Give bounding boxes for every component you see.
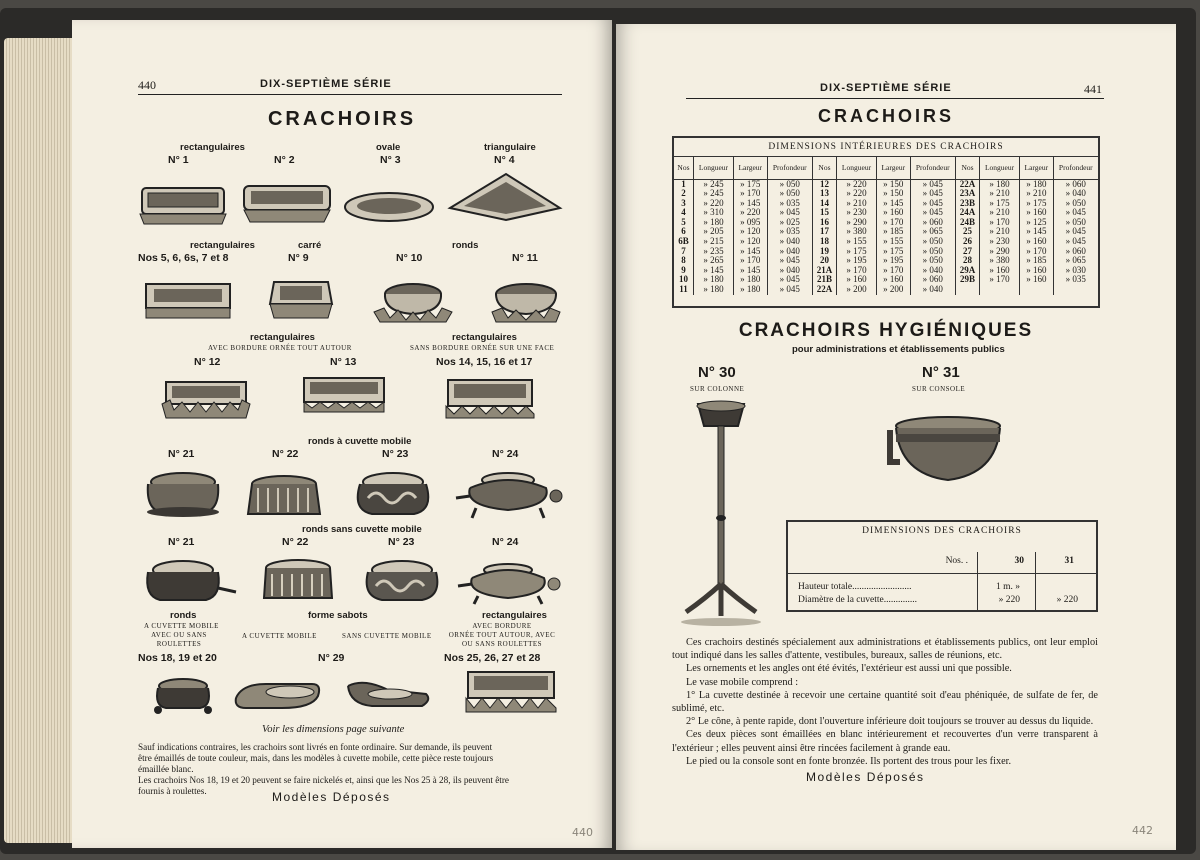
table-cell: » 065	[1053, 256, 1098, 266]
table-cell: » 160	[1020, 237, 1054, 247]
table-cell: » 160	[1020, 208, 1054, 218]
table-header-cell: Profondeur	[910, 157, 955, 179]
row2-label-round: ronds	[452, 240, 479, 251]
left-models-deposes: Modèles Déposés	[272, 790, 391, 804]
row6-num-25-28: Nos 25, 26, 27 et 28	[444, 652, 541, 664]
body-paragraph-7: Le pied ou la console sont en fonte bronzée. Ils portent des trous pour les fixer.	[686, 755, 1012, 767]
table-cell: » 245	[693, 189, 733, 199]
table-cell: 24B	[955, 218, 979, 228]
row6-sub-right-1: AVEC BORDURE	[472, 622, 532, 630]
table-cell: » 145	[733, 247, 767, 257]
table-cell: 6B	[678, 236, 689, 247]
row1-num-4: N° 4	[494, 154, 515, 166]
table-cell: » 045	[1053, 227, 1098, 237]
table-cell: » 220	[733, 208, 767, 218]
table-cell: 25	[955, 227, 979, 237]
spittoon-22a-image	[242, 472, 326, 522]
table-cell: » 160	[877, 208, 911, 218]
table-cell: » 060	[910, 275, 955, 285]
model-31-caption: SUR CONSOLE	[912, 385, 966, 393]
spittoon-13-image	[298, 374, 390, 418]
row1-label-oval: ovale	[376, 142, 401, 153]
table-cell: » 170	[877, 218, 911, 228]
table-cell: » 095	[733, 218, 767, 228]
table-cell	[1020, 285, 1054, 295]
row4-num-21: N° 21	[168, 448, 195, 460]
table-header-cell: Longueur	[693, 157, 733, 179]
table-cell: 8	[681, 255, 686, 266]
note-line-1: Sauf indications contraires, les crachoirs sont livrés en fonte ordinaire. Sur demande, ils peuvent	[138, 742, 493, 752]
table-header-cell: Profondeur	[1053, 157, 1098, 179]
left-page-number: 440	[138, 78, 156, 92]
row6-sub-left-3: ROULETTES	[156, 640, 202, 648]
table-cell: » 030	[1053, 266, 1098, 276]
note-line-3: émaillée blanc.	[138, 764, 194, 774]
spittoon-9-image	[266, 276, 336, 324]
table-header-cell: Longueur	[980, 157, 1020, 179]
note-line-4: Les crachoirs Nos 18, 19 et 20 peuvent se faire nickelés et, ainsi que les Nos 25 à 28, ils peuvent être	[138, 775, 509, 785]
table-cell: » 170	[733, 256, 767, 266]
table-cell: » 310	[693, 208, 733, 218]
table-cell: 5	[681, 216, 686, 227]
table-cell: 28	[955, 256, 979, 266]
table-header-cell: Profondeur	[767, 157, 812, 179]
table-cell: » 045	[910, 199, 955, 209]
table-cell: » 210	[1020, 189, 1054, 199]
table-cell: » 160	[1020, 275, 1054, 285]
table-cell: » 185	[877, 227, 911, 237]
row6-num-18-20: Nos 18, 19 et 20	[138, 652, 217, 664]
table-cell: » 120	[733, 237, 767, 247]
row4-label: ronds à cuvette mobile	[308, 436, 412, 447]
table-cell: 1	[681, 178, 686, 189]
table-cell: » 045	[1053, 237, 1098, 247]
table-cell: » 210	[980, 208, 1020, 218]
right-head-rule	[686, 98, 1104, 99]
table-cell: » 180	[980, 179, 1020, 189]
table-cell: 29A	[955, 266, 979, 276]
table-cell: » 060	[1053, 179, 1098, 189]
spittoon-10-image	[370, 278, 456, 328]
table-cell: » 180	[1020, 179, 1054, 189]
table-cell: » 290	[980, 247, 1020, 257]
table-cell: » 050	[1053, 218, 1098, 228]
table-cell: » 170	[836, 266, 876, 276]
table-cell: » 040	[910, 285, 955, 295]
table-cell: 19	[812, 247, 836, 257]
hygienic-title: CRACHOIRS HYGIÉNIQUES	[738, 320, 1034, 341]
table-cell: » 025	[767, 218, 812, 228]
row2-num-9: N° 9	[288, 252, 309, 264]
spittoon-11-image	[486, 278, 566, 328]
spittoon-3-image	[342, 190, 436, 226]
left-pencil-mark: 440	[572, 826, 593, 839]
table-cell: 3	[681, 197, 686, 208]
row6-sub-right-3: OU SANS ROULETTES	[461, 640, 543, 648]
table-cell: » 210	[980, 189, 1020, 199]
spittoon-21b-image	[138, 556, 238, 606]
left-page	[72, 20, 612, 848]
row5-label: ronds sans cuvette mobile	[302, 524, 422, 535]
table-cell: » 050	[767, 189, 812, 199]
table-cell: » 175	[733, 179, 767, 189]
table-cell: » 170	[980, 275, 1020, 285]
spittoon-14-image	[442, 376, 538, 422]
left-page-title: CRACHOIRS	[267, 108, 417, 130]
row6-sub-mid-2: SANS CUVETTE MOBILE	[342, 632, 432, 640]
table-cell: » 230	[980, 237, 1020, 247]
table-cell: 11	[679, 284, 688, 295]
spittoon-24b-image	[454, 560, 564, 606]
spittoon-12-image	[158, 378, 254, 424]
table-cell: » 265	[693, 256, 733, 266]
table-cell: 23B	[955, 199, 979, 209]
table-cell: » 170	[877, 266, 911, 276]
table-cell: 20	[812, 256, 836, 266]
table-cell: » 040	[1053, 189, 1098, 199]
spittoon-22b-image	[256, 556, 344, 604]
spittoon-5-image	[142, 278, 234, 324]
dim2-row-diameter-label: Diamètre de la cuvette..............	[798, 595, 917, 605]
row2-label-square: carré	[298, 240, 322, 251]
table-cell: » 215	[693, 237, 733, 247]
left-running-head: DIX-SEPTIÈME SÉRIE	[260, 78, 392, 90]
table-cell: » 175	[980, 199, 1020, 209]
dim2-divider-a	[977, 552, 978, 610]
table-cell: » 035	[1053, 275, 1098, 285]
table-cell: » 170	[1020, 247, 1054, 257]
table-cell: 16	[812, 218, 836, 228]
table-cell: » 050	[1053, 199, 1098, 209]
hygienic-subtitle: pour administrations et établissements publics	[792, 344, 1005, 355]
table-cell: » 045	[910, 189, 955, 199]
row1-num-2: N° 2	[274, 154, 295, 166]
table-cell: » 170	[980, 218, 1020, 228]
dimensions-30-31-table-box	[786, 520, 1098, 612]
table-cell: » 045	[767, 256, 812, 266]
table-cell	[1053, 285, 1098, 295]
table-cell: » 050	[910, 247, 955, 257]
table-cell: » 150	[877, 179, 911, 189]
table-cell: » 040	[767, 266, 812, 276]
row6-num-29: N° 29	[318, 652, 345, 664]
table-cell: 13	[812, 189, 836, 199]
right-pencil-mark: 442	[1132, 824, 1153, 837]
table-cell: 7	[681, 245, 686, 256]
table-cell: » 185	[1020, 256, 1054, 266]
book-fore-edge	[4, 38, 74, 843]
table-cell: 18	[812, 237, 836, 247]
row4-num-22: N° 22	[272, 448, 299, 460]
table-cell: » 175	[1020, 199, 1054, 209]
body-paragraph-3: Le vase mobile comprend :	[686, 676, 799, 688]
row1-num-1: N° 1	[168, 154, 189, 166]
table-cell: 15	[812, 208, 836, 218]
spittoon-29a-image	[232, 672, 324, 714]
model-30-caption: SUR COLONNE	[690, 385, 745, 393]
table-cell: » 210	[836, 199, 876, 209]
table-cell: » 160	[877, 275, 911, 285]
table-cell: 10	[678, 274, 688, 285]
table-cell: » 170	[733, 189, 767, 199]
model-31-number: N° 31	[922, 364, 960, 381]
table-cell: » 380	[980, 256, 1020, 266]
spittoon-2-image	[240, 180, 334, 228]
row6-label-rect: rectangulaires	[482, 610, 547, 621]
row5-num-22: N° 22	[282, 536, 309, 548]
body-paragraph-2: Les ornements et les angles ont été évités, l'extérieur est aussi uni que possible.	[686, 663, 1012, 675]
table-cell: » 150	[877, 189, 911, 199]
dim2-row-diameter-31: » 220	[1056, 595, 1078, 605]
row3-num-12: N° 12	[194, 356, 221, 368]
row3-sub-a: AVEC BORDURE ORNÉE TOUT AUTOUR	[208, 344, 352, 352]
dim2-row-height-30: 1 m. »	[995, 582, 1020, 592]
row6-label-round: ronds	[170, 610, 197, 621]
note-line-5: fournis à roulettes.	[138, 786, 207, 796]
table-cell: » 065	[910, 227, 955, 237]
row5-num-21: N° 21	[168, 536, 195, 548]
table-cell: » 035	[767, 227, 812, 237]
table-header-row	[674, 157, 1098, 179]
table-cell: » 060	[910, 218, 955, 228]
left-note-paragraph	[138, 742, 568, 797]
spittoon-23b-image	[358, 556, 446, 606]
table-cell: » 045	[767, 285, 812, 295]
table-cell: » 195	[836, 256, 876, 266]
interior-dimensions-table	[674, 157, 1098, 295]
table-cell: » 235	[693, 247, 733, 257]
row6-sub-left-1: A CUVETTE MOBILE	[144, 622, 219, 630]
row2-num-5-8: Nos 5, 6, 6s, 7 et 8	[138, 252, 229, 264]
table-cell: 14	[812, 199, 836, 209]
table-cell: 27	[955, 247, 979, 257]
table-cell: » 245	[693, 179, 733, 189]
interior-dimensions-table-box	[672, 136, 1100, 308]
right-running-head: DIX-SEPTIÈME SÉRIE	[820, 82, 952, 94]
table-cell: » 160	[1020, 266, 1054, 276]
table-header-cell: Longueur	[836, 157, 876, 179]
spittoon-25-image	[462, 668, 560, 716]
table-cell: 21A	[812, 266, 836, 276]
row4-num-23: N° 23	[382, 448, 409, 460]
table-cell: 21B	[812, 275, 836, 285]
row6-sub-mid-1: A CUVETTE MOBILE	[242, 632, 317, 640]
row2-label-rect: rectangulaires	[190, 240, 255, 251]
table-cell: » 160	[836, 275, 876, 285]
table-cell: » 220	[836, 189, 876, 199]
see-next-page-note: Voir les dimensions page suivante	[262, 724, 405, 735]
note-line-2: être émaillés de toute couleur, mais, dans les modèles à cuvette mobile, cette pièce reste toujours	[138, 753, 494, 763]
row6-sub-right-2: ORNÉE TOUT AUTOUR, AVEC	[448, 631, 556, 639]
row4-num-24: N° 24	[492, 448, 519, 460]
table-cell: » 045	[767, 208, 812, 218]
row6-sub-left-2: AVEC OU SANS	[151, 631, 207, 639]
body-paragraph-6: Ces deux pièces sont émaillées en blanc intérieurement et recouvertes d'un verre transparent à l'extérieur ; elles peuvent ainsi être rincées facilement à grande eau.	[672, 729, 1098, 754]
book	[0, 8, 1196, 854]
spittoon-30-column-image	[676, 398, 766, 628]
table-cell: » 220	[693, 199, 733, 209]
table-cell: » 180	[733, 285, 767, 295]
table-cell: » 210	[980, 227, 1020, 237]
body-paragraph-4: 1° La cuvette destinée à recevoir une certaine quantité soit d'eau phéniquée, de sulfate de fer, de sublimé, etc.	[672, 689, 1098, 715]
spittoon-29b-image	[342, 672, 434, 714]
table-cell: » 060	[1053, 247, 1098, 257]
table-cell: » 290	[836, 218, 876, 228]
row3-num-13: N° 13	[330, 356, 357, 368]
table-cell	[955, 285, 979, 295]
table-cell: » 145	[877, 199, 911, 209]
dim2-head-30: 30	[1014, 556, 1024, 566]
table-cell: » 145	[733, 266, 767, 276]
body-paragraph-1: Ces crachoirs destinés spécialement aux administrations et établissements publics, ont leur emploi tout indiqué dans les salles d'attente, vestibules, bureaux, salles de réunions, etc.	[672, 637, 1098, 662]
row3-num-14-17: Nos 14, 15, 16 et 17	[436, 356, 533, 368]
table-cell: 24A	[955, 208, 979, 218]
table-header-cell: Nos	[955, 157, 979, 179]
table-cell: » 155	[836, 237, 876, 247]
table-header-cell: Nos	[674, 157, 693, 179]
table-cell: 2	[681, 188, 686, 199]
table-cell: » 220	[836, 179, 876, 189]
table-cell: » 145	[693, 266, 733, 276]
table-cell: » 180	[733, 275, 767, 285]
table-cell: » 155	[877, 237, 911, 247]
table-cell: » 125	[1020, 218, 1054, 228]
table-cell: 9	[681, 264, 686, 275]
dim2-head-31: 31	[1064, 556, 1074, 566]
table-cell: » 050	[910, 256, 955, 266]
table-cell: 6	[681, 226, 686, 237]
table-cell: » 045	[1053, 208, 1098, 218]
spittoon-1-image	[136, 180, 230, 230]
table-header-cell: Nos	[812, 157, 836, 179]
table-cell: » 180	[693, 285, 733, 295]
table-cell: » 045	[910, 208, 955, 218]
right-page	[616, 24, 1176, 850]
row1-label-rect: rectangulaires	[180, 142, 245, 153]
spittoon-21a-image	[140, 468, 226, 520]
table-header-cell: Largeur	[1020, 157, 1054, 179]
row6-label-clog: forme sabots	[308, 610, 368, 621]
table-header-cell: Largeur	[877, 157, 911, 179]
dimensions-30-31-header	[788, 552, 1096, 574]
table-cell: » 380	[836, 227, 876, 237]
table-cell: 22A	[812, 285, 836, 295]
table-cell: 4	[681, 207, 686, 218]
table-cell: » 175	[877, 247, 911, 257]
spittoon-4-image	[446, 168, 564, 232]
spittoon-23a-image	[348, 468, 438, 522]
table-cell: » 180	[693, 275, 733, 285]
row3-label-rect-b: rectangulaires	[452, 332, 517, 343]
hygienic-body-text	[672, 636, 1098, 768]
row2-num-11: N° 11	[512, 252, 538, 264]
table-cell: » 035	[767, 199, 812, 209]
table-row	[674, 285, 1098, 295]
table-cell	[980, 285, 1020, 295]
model-30-number: N° 30	[698, 364, 736, 381]
table-header-cell: Largeur	[733, 157, 767, 179]
row2-num-10: N° 10	[396, 252, 423, 264]
right-models-deposes: Modèles Déposés	[806, 770, 925, 784]
table-cell: » 045	[910, 179, 955, 189]
right-page-title: CRACHOIRS	[817, 106, 954, 126]
right-page-number: 441	[1084, 82, 1102, 96]
dimensions-30-31-title: DIMENSIONS DES CRACHOIRS	[862, 526, 1022, 536]
table-cell: » 230	[836, 208, 876, 218]
row5-num-24: N° 24	[492, 536, 519, 548]
row3-sub-b: SANS BORDURE ORNÉE SUR UNE FACE	[410, 344, 555, 352]
spittoon-24a-image	[452, 468, 564, 522]
row1-num-3: N° 3	[380, 154, 401, 166]
table-cell: » 205	[693, 227, 733, 237]
row1-label-tri: triangulaire	[484, 142, 536, 153]
table-cell: » 200	[877, 285, 911, 295]
spittoon-18-image	[144, 676, 222, 716]
table-cell: » 145	[733, 199, 767, 209]
table-cell: 12	[812, 179, 836, 189]
table-cell: » 050	[910, 237, 955, 247]
table-cell: 23A	[955, 189, 979, 199]
table-cell: » 195	[877, 256, 911, 266]
body-paragraph-5: 2° Le cône, à pente rapide, dont l'ouverture inférieure doit toujours se trouver au dessus du liquide.	[686, 716, 1094, 728]
row3-label-rect-a: rectangulaires	[250, 332, 315, 343]
dim2-row-diameter-30: » 220	[998, 595, 1020, 605]
table-cell: 26	[955, 237, 979, 247]
left-head-rule	[138, 94, 562, 95]
table-cell: 22A	[955, 179, 979, 189]
table-cell: » 145	[1020, 227, 1054, 237]
dim2-row-height-label: Hauteur totale.........................	[798, 582, 912, 592]
table-cell: » 040	[767, 237, 812, 247]
spittoon-31-console-image	[878, 414, 1004, 486]
table-cell: » 045	[767, 275, 812, 285]
table-cell: » 040	[767, 247, 812, 257]
row5-num-23: N° 23	[388, 536, 415, 548]
table-cell: » 160	[980, 266, 1020, 276]
table-cell: » 120	[733, 227, 767, 237]
interior-dimensions-title: DIMENSIONS INTÉRIEURES DES CRACHOIRS	[674, 138, 1098, 157]
table-cell: » 050	[767, 179, 812, 189]
table-cell: » 175	[836, 247, 876, 257]
table-cell: » 200	[836, 285, 876, 295]
table-cell: » 180	[693, 218, 733, 228]
dim2-head-nos: Nos. .	[945, 556, 968, 566]
table-cell: » 040	[910, 266, 955, 276]
table-cell: 29B	[955, 275, 979, 285]
dim2-divider-b	[1035, 552, 1036, 610]
table-cell: 17	[812, 227, 836, 237]
